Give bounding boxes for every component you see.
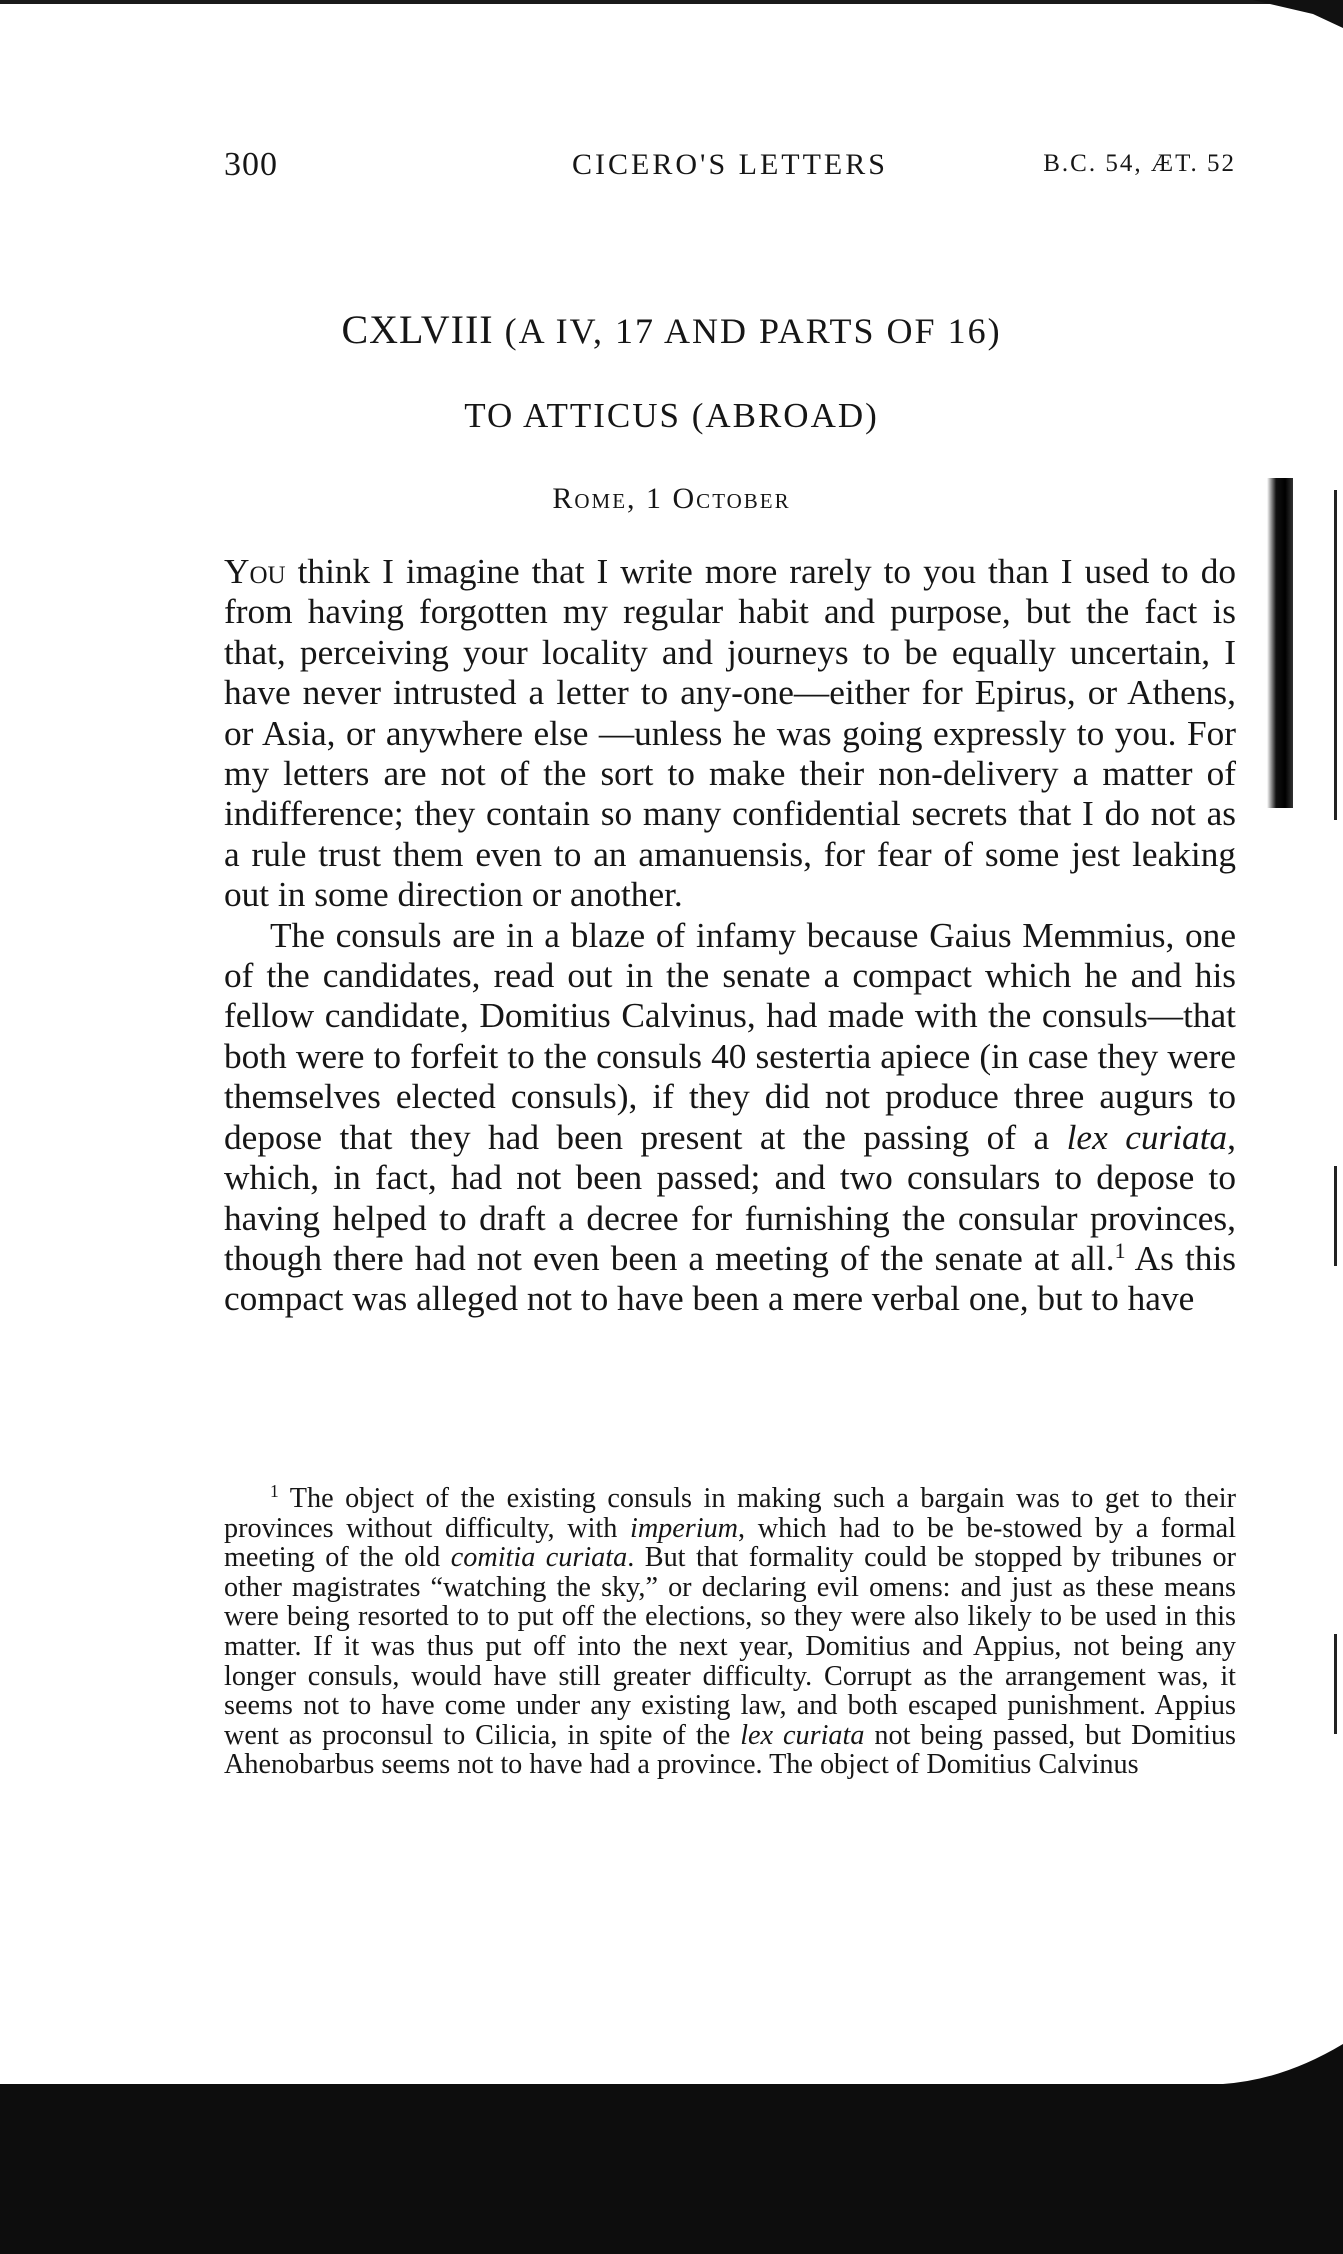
footnote (224, 1481, 1237, 1781)
footnote-text: , which had to be be-stowed by a formal meeting of the old (224, 1512, 1236, 1574)
paragraph-lead: You (224, 552, 286, 591)
paragraph-text: As this compact was alleged not to have been a mere verbal one, but to have (224, 1238, 1236, 1319)
italic-term: imperium (629, 1512, 739, 1544)
scan-top-edge (0, 0, 1300, 4)
binding-shadow (1267, 478, 1293, 808)
footnote-text: . But that formality could be stopped by tribunes or other magistrates “watching the sky,” or declaring evil omens: and just as these means were being resorted to to put off the elections, so they were also likely to be used in this matter. If it was thus put off into the next year, Domitius and Appius, not being any longer consuls, would have still greater difficulty. Corrupt as the arrangement was, it seems not to have come under any existing law, and both escaped punishment. Appius went as proconsul to Cilicia, in spite of the (224, 1542, 1237, 1751)
letter-place-date: Rome, 1 October (552, 482, 791, 515)
running-date: B.C. 54, ÆT. 52 (1043, 150, 1236, 177)
paragraph (224, 552, 1236, 916)
page-edge-marks (1267, 478, 1297, 808)
footnote-reference: 1 (1114, 1238, 1126, 1263)
page-number: 300 (224, 146, 278, 183)
letter-heading (0, 306, 1343, 353)
footnote-marker: 1 (270, 1481, 279, 1502)
margin-line (1334, 1634, 1337, 1734)
footnotes (224, 1481, 1237, 1781)
margin-line (1334, 490, 1337, 820)
scan-corner-shadow (1253, 0, 1343, 28)
footnote-text: not being passed, but Domitius Ahenobarbus seems not to have had a province. The object of Domitius Calvinus (224, 1719, 1237, 1781)
footnote-text: The object of the existing consuls in making such a bargain was to get to their provinces without difficulty, with (224, 1483, 1236, 1544)
paragraph-text: , which, in fact, had not been passed; and two consulars to depose to having helped to draft a decree for furnishing the consular provinces, though there had not even been a meeting of the senate at all. (224, 1117, 1236, 1278)
paragraph (224, 916, 1236, 1320)
italic-term: comitia curiata (450, 1542, 628, 1574)
letter-reference: (A IV, 17 AND PARTS OF 16) (504, 311, 1002, 351)
paragraph-text: think I imagine that I write more rarely to you than I used to do from having forgotten my regular habit and purpose, but the fact is that, perceiving your locality and journeys to be equally uncertain, I have never intrusted a letter to any-one—either for Epirus, or Athens, or Asia, or anywhere else —unless he was going expressly to you. For my letters are not of the sort to make their non-delivery a matter of indifference; they contain so many confidential secrets that I do not as a rule trust them even to an amanuensis, for fear of some jest leaking out in some direction or another. (224, 552, 1236, 915)
letter-addressee: TO ATTICUS (ABROAD) (464, 396, 879, 435)
margin-line (1334, 1166, 1337, 1266)
scan-bottom-edge (0, 2084, 1343, 2254)
scan-curl-shadow (1223, 2044, 1343, 2084)
letter-number: CXLVIII (341, 307, 494, 352)
running-title: CICERO'S LETTERS (572, 148, 888, 181)
letter-body (224, 552, 1236, 1320)
running-head (224, 146, 1236, 192)
italic-term: lex curiata (1066, 1117, 1228, 1157)
italic-term: lex curiata (740, 1719, 865, 1751)
paragraph-text: The consuls are in a blaze of infamy because Gaius Memmius, one of the candidates, read out in the senate a compact which he and his fellow candidate, Domitius Calvinus, had made with the consuls—that both were to forfeit to the consuls 40 sestertia apiece (in case they were themselves elected consuls), if they did not produce three augurs to depose that they had been present at the passing of a (224, 915, 1236, 1157)
